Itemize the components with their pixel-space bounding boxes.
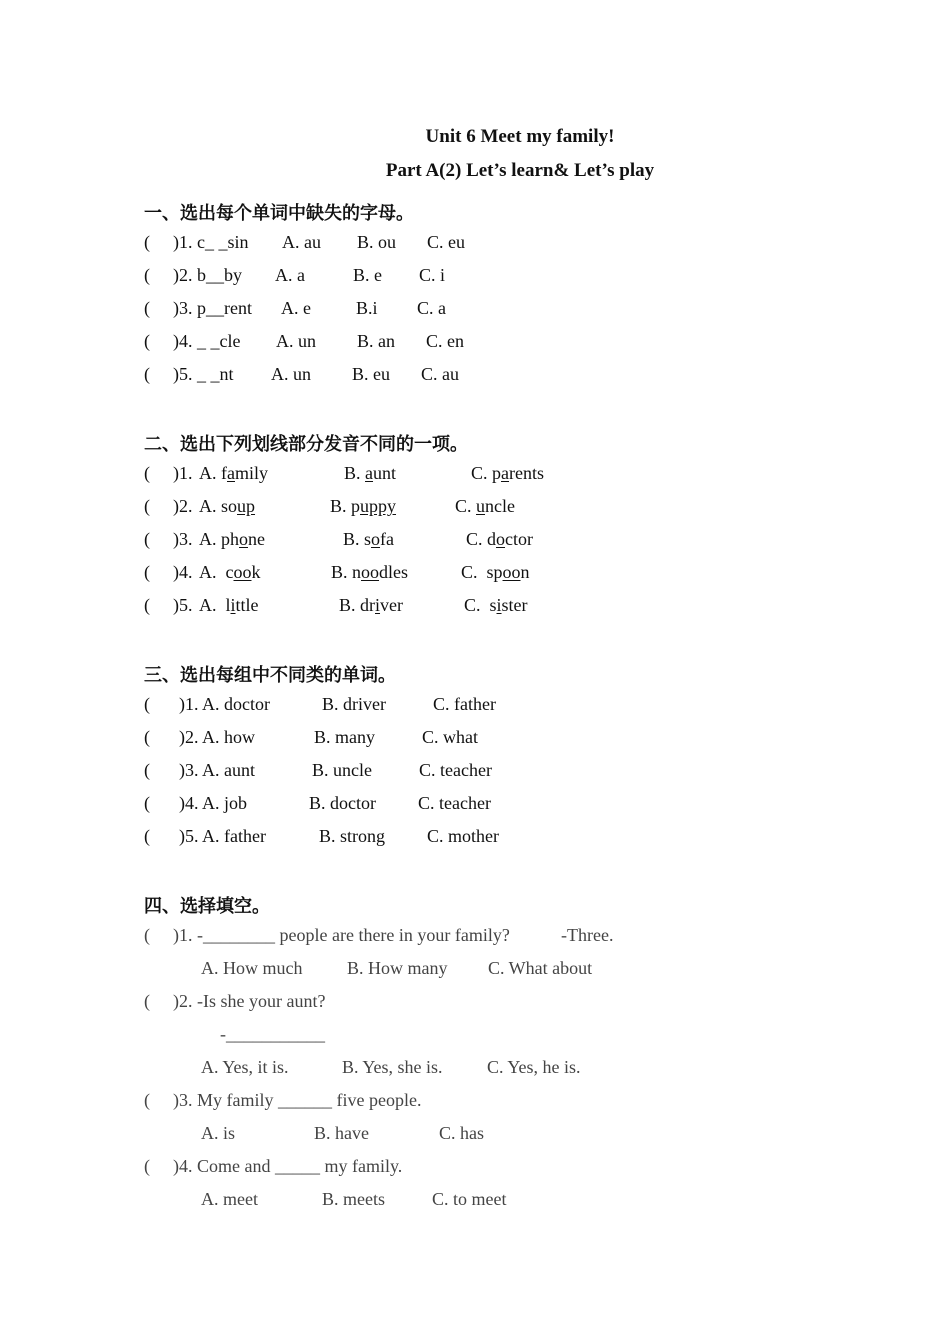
answer-paren: ( xyxy=(144,463,150,483)
question-text: )1. A. doctor xyxy=(179,694,270,714)
question-text: )4. Come and _____ my family. xyxy=(173,1156,403,1176)
option-b: B. e xyxy=(353,265,382,285)
question-text: )5. A. father xyxy=(179,826,266,846)
option-b: B.i xyxy=(356,298,378,318)
option-c: C. teacher xyxy=(419,760,492,780)
answer-paren: ( xyxy=(144,760,150,780)
answer-paren: ( xyxy=(144,925,150,945)
option-c: C. father xyxy=(433,694,496,714)
question-number: )4. xyxy=(173,562,193,582)
question-number: )3. xyxy=(173,529,193,549)
answer-paren: ( xyxy=(144,1090,150,1110)
option-b: B. strong xyxy=(319,826,386,846)
option-b: B. puppy xyxy=(330,496,397,516)
option-b: B. uncle xyxy=(312,760,372,780)
option-b: B. meets xyxy=(322,1189,385,1209)
question-text: )3. p__rent xyxy=(173,298,252,318)
section1-heading: 一、选出每个单词中缺失的字母。 xyxy=(144,203,414,224)
option-c: C. teacher xyxy=(418,793,491,813)
option-b: B. ou xyxy=(357,232,397,252)
answer-paren: ( xyxy=(144,991,150,1011)
answer-paren: ( xyxy=(144,265,150,285)
option-c: C. What about xyxy=(488,958,593,978)
option-b: B. aunt xyxy=(344,463,397,483)
question-number: )1. xyxy=(173,463,193,483)
answer-paren: ( xyxy=(144,727,150,747)
option-a: A. un xyxy=(276,331,316,351)
section4-heading: 四、选择填空。 xyxy=(144,896,270,917)
answer-paren: ( xyxy=(144,1156,150,1176)
option-b: B. an xyxy=(357,331,395,351)
option-c: C. doctor xyxy=(466,529,533,549)
question-text: )1. -________ people are there in your family? xyxy=(173,925,510,945)
answer-paren: ( xyxy=(144,595,150,615)
answer-paren: ( xyxy=(144,298,150,318)
option-c: C. what xyxy=(422,727,478,747)
option-c: C. mother xyxy=(427,826,499,846)
unit-title: Unit 6 Meet my family! xyxy=(425,126,615,147)
question-text: )2. b__by xyxy=(173,265,242,285)
option-c: C. has xyxy=(439,1123,484,1143)
option-a: A. cook xyxy=(199,562,261,582)
answer-paren: ( xyxy=(144,793,150,813)
option-c: C. sister xyxy=(464,595,528,615)
part-title: Part A(2) Let’s learn& Let’s play xyxy=(385,160,655,181)
question-text: )4. _ _cle xyxy=(173,331,241,351)
option-b: B. driver xyxy=(339,595,403,615)
option-b: B. doctor xyxy=(309,793,376,813)
option-b: B. driver xyxy=(322,694,386,714)
answer-paren: ( xyxy=(144,826,150,846)
option-a: A. little xyxy=(199,595,259,615)
question-text: )3. A. aunt xyxy=(179,760,255,780)
option-b: B. eu xyxy=(352,364,390,384)
question-number: )2. xyxy=(173,496,193,516)
question-text: )3. My family ______ five people. xyxy=(173,1090,422,1110)
option-b: B. How many xyxy=(347,958,448,978)
option-c: C. i xyxy=(419,265,446,285)
question-text: )1. c_ _sin xyxy=(173,232,249,252)
option-a: A. un xyxy=(271,364,311,384)
question-text: )2. A. how xyxy=(179,727,255,747)
option-b: B. noodles xyxy=(331,562,409,582)
answer-paren: ( xyxy=(144,232,150,252)
answer-paren: ( xyxy=(144,331,150,351)
section2-heading: 二、选出下列划线部分发音不同的一项。 xyxy=(144,434,468,455)
question-number: )5. xyxy=(173,595,193,615)
question-reply: -Three. xyxy=(561,925,614,945)
option-a: A. soup xyxy=(199,496,256,516)
section3-heading: 三、选出每组中不同类的单词。 xyxy=(144,665,396,686)
option-a: A. family xyxy=(199,463,269,483)
option-c: C. eu xyxy=(427,232,465,252)
option-b: B. Yes, she is. xyxy=(342,1057,443,1077)
option-a: A. is xyxy=(201,1123,236,1143)
option-a: A. a xyxy=(275,265,305,285)
option-b: B. sofa xyxy=(343,529,394,549)
option-a: A. Yes, it is. xyxy=(201,1057,289,1077)
option-b: B. many xyxy=(314,727,375,747)
option-c: C. a xyxy=(417,298,446,318)
option-a: A. How much xyxy=(201,958,303,978)
option-a: A. phone xyxy=(199,529,265,549)
answer-paren: ( xyxy=(144,496,150,516)
option-c: C. to meet xyxy=(432,1189,507,1209)
question-reply: -___________ xyxy=(220,1024,325,1044)
option-b: B. have xyxy=(314,1123,369,1143)
option-c: C. parents xyxy=(471,463,545,483)
option-a: A. e xyxy=(281,298,311,318)
answer-paren: ( xyxy=(144,364,150,384)
answer-paren: ( xyxy=(144,562,150,582)
option-a: A. meet xyxy=(201,1189,258,1209)
question-text: )2. -Is she your aunt? xyxy=(173,991,326,1011)
option-a: A. au xyxy=(282,232,321,252)
question-text: )5. _ _nt xyxy=(173,364,234,384)
option-c: C. en xyxy=(426,331,464,351)
option-c: C. Yes, he is. xyxy=(487,1057,581,1077)
option-c: C. spoon xyxy=(461,562,530,582)
answer-paren: ( xyxy=(144,529,150,549)
question-text: )4. A. job xyxy=(179,793,248,813)
answer-paren: ( xyxy=(144,694,150,714)
option-c: C. au xyxy=(421,364,459,384)
option-c: C. uncle xyxy=(455,496,515,516)
